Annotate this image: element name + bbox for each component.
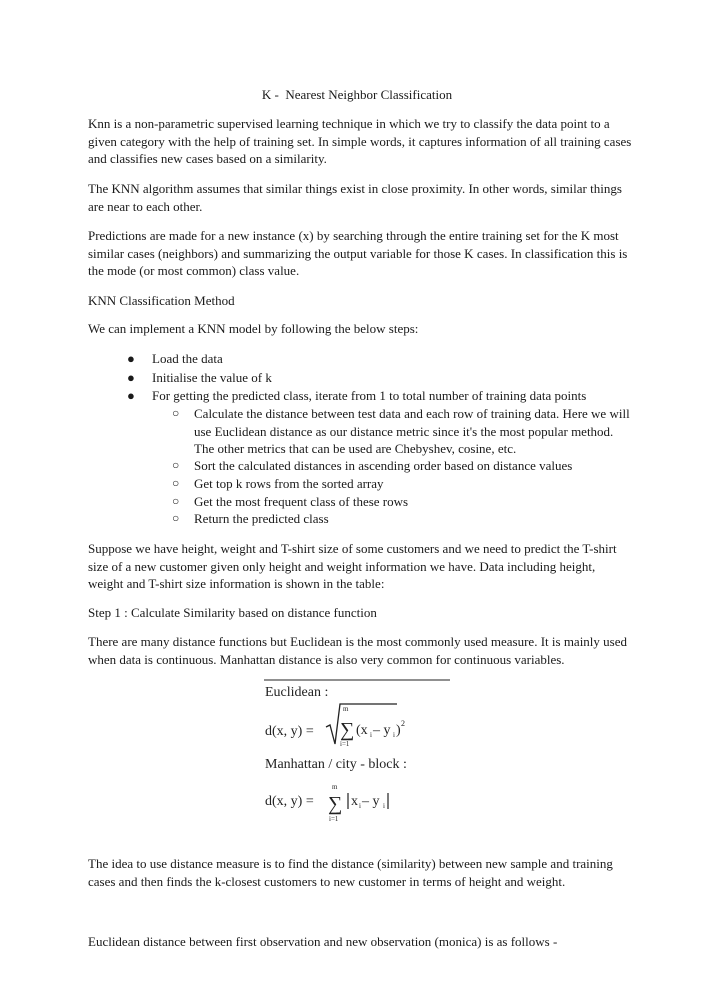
idea-paragraph: The idea to use distance measure is to find the distance (similarity) between new sample and training cases and then finds the k-closest customers to new customer in terms of height and weight. [88, 856, 613, 889]
sub-bullet-icon: ○ [172, 406, 180, 420]
intro-paragraph: Knn is a non-parametric supervised learning technique in which we try to classify the data point to a given category with the help of training set. In simple words, it captures information of all training cases and classifies new cases based on a similarity. [88, 116, 632, 166]
bullet-icon: ● [127, 351, 135, 366]
manhattan-x-term: x [351, 794, 358, 809]
sub-bullet-text: Return the predicted class [194, 511, 329, 526]
distance-formula-image [262, 677, 462, 827]
euclidean-lhs: d(x, y) = [265, 724, 314, 739]
assumption-paragraph: The KNN algorithm assumes that similar things exist in close proximity. In other words, similar things are near to each other. [88, 181, 622, 214]
sub-bullet-icon: ○ [172, 458, 180, 472]
page-title: K - Nearest Neighbor Classification [261, 87, 453, 102]
sigma-icon: ∑ [328, 793, 343, 815]
euclidean-observation-paragraph: Euclidean distance between first observation and new observation (monica) is as follows - [88, 934, 558, 949]
euclid-y-term: – y [373, 723, 391, 738]
bullet-icon: ● [127, 370, 135, 385]
euclidean-label: Euclidean : [265, 685, 329, 700]
sub-bullet-text: Calculate the distance between test data and each row of training data. Here we will use Euclidean distance as our distance metric since it's the most popular method. The other metrics that can be used are Chebyshev, cosine, etc. [194, 406, 630, 456]
bullet-text: For getting the predicted class, iterate from 1 to total number of training data points [152, 388, 587, 403]
sub-bullet-icon: ○ [172, 494, 180, 508]
manhattan-sum-upper: m [332, 783, 338, 791]
euclid-x-subscript: i [370, 731, 372, 739]
step1-heading: Step 1 : Calculate Similarity based on distance function [88, 605, 377, 620]
manhattan-y-term: – y [362, 794, 380, 809]
euclid-sum-lower: i=1 [340, 740, 350, 748]
manhattan-sum-lower: i=1 [329, 815, 339, 823]
sub-bullet-icon: ○ [172, 476, 180, 490]
euclid-close-paren: ) [396, 723, 401, 738]
sigma-icon: ∑ [340, 719, 355, 741]
distance-functions-paragraph: There are many distance functions but Euclidean is the most commonly used measure. It is mainly used when data is continuous. Manhattan distance is also very common for continuous variables. [88, 634, 627, 667]
bullet-text: Initialise the value of k [152, 370, 272, 385]
sub-bullet-text: Get top k rows from the sorted array [194, 476, 384, 491]
manhattan-y-subscript: i [383, 802, 385, 810]
sub-bullet-text: Sort the calculated distances in ascending order based on distance values [194, 458, 573, 473]
euclid-y-subscript: i [393, 731, 395, 739]
manhattan-lhs: d(x, y) = [265, 794, 314, 809]
euclid-sum-upper: m [343, 705, 349, 713]
bullet-text: Load the data [152, 351, 223, 366]
sub-bullet-icon: ○ [172, 511, 180, 525]
sub-bullet-text: Get the most frequent class of these rows [194, 494, 409, 509]
steps-intro-paragraph: We can implement a KNN model by following the below steps: [88, 321, 419, 336]
euclid-power: 2 [401, 719, 405, 728]
predictions-paragraph: Predictions are made for a new instance (x) by searching through the entire training set for the K most similar cases (neighbors) and summarizing the output variable for those K cases. In classification this is the mode (or most common) class value. [88, 228, 628, 278]
distance-formula-svg [262, 677, 462, 827]
manhattan-x-subscript: i [359, 802, 361, 810]
manhattan-label: Manhattan / city - block : [265, 757, 407, 772]
euclid-x-term: (x [356, 723, 368, 738]
method-heading: KNN Classification Method [88, 293, 235, 308]
tshirt-paragraph: Suppose we have height, weight and T-shirt size of some customers and we need to predict the T-shirt size of a new customer given only height and weight information we have. Data including height, weight and T-shirt size information is shown in the table: [88, 541, 617, 591]
bullet-icon: ● [127, 388, 135, 403]
